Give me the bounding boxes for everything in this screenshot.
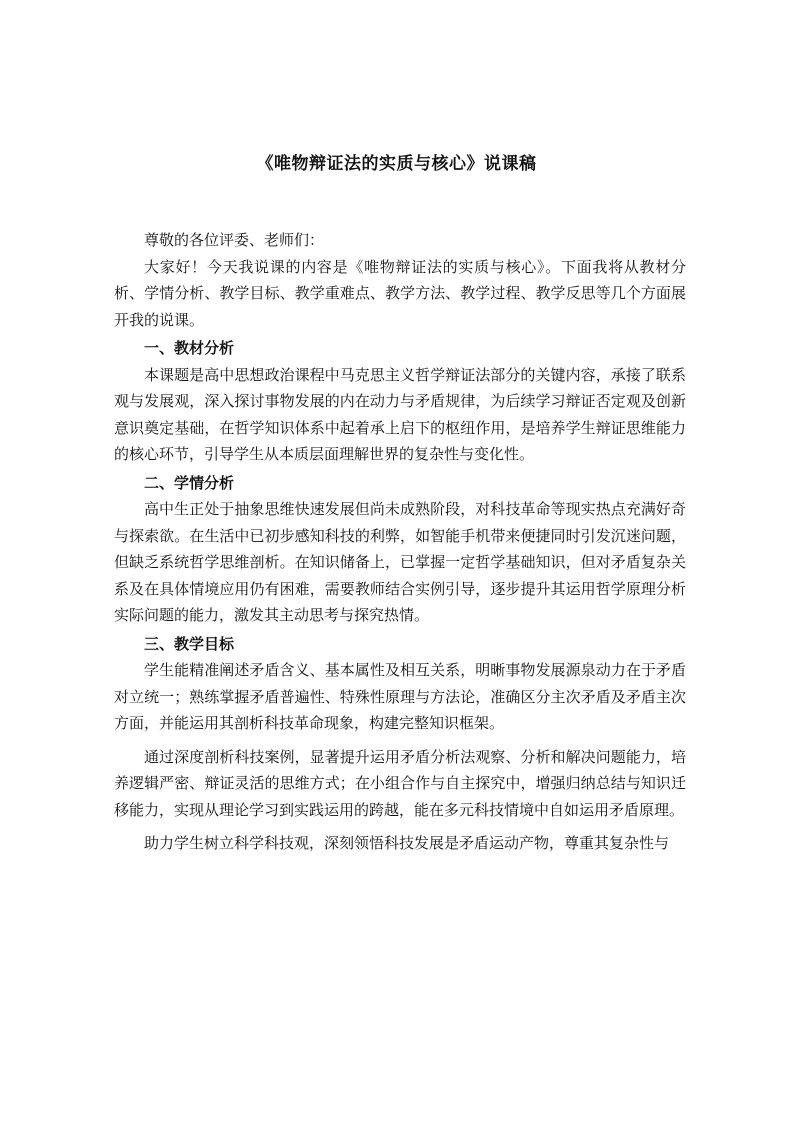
page-title: 《唯物辩证法的实质与核心》说课稿 <box>256 154 537 174</box>
section-heading-textbook-analysis: 一、教材分析 <box>144 339 235 357</box>
section-heading-teaching-objectives: 三、教学目标 <box>144 634 235 653</box>
intro-paragraph: 大家好！今天我说课的内容是《唯物辩证法的实质与核心》。下面我将从教材分析、学情分析、教学目标、教学重难点、教学方法、教学过程、教学反思等几个方面展开我的说课。 <box>114 257 686 329</box>
section-heading-student-analysis: 二、学情分析 <box>144 473 235 492</box>
section-paragraph: 本课题是高中思想政治课程中马克思主义哲学辩证法部分的关键内容，承接了联系观与发展观，深入探讨事物发展的内在动力与矛盾规律，为后续学习辩证否定观及创新意识奠定基础，在哲学知识体系中起着承上启下的枢纽作用，是培养学生辩证思维能力的核心环节，引导学生从本质层面理解世界的复杂性与变化性。 <box>114 365 686 463</box>
section-paragraph: 助力学生树立科学科技观，深刻领悟科技发展是矛盾运动产物，尊重其复杂性与 <box>144 834 670 852</box>
greeting-paragraph: 尊敬的各位评委、老师们： <box>144 231 325 249</box>
section-paragraph: 通过深度剖析科技案例，显著提升运用矛盾分析法观察、分析和解决问题能力，培养逻辑严密、辩证灵活的思维方式；在小组合作与自主探究中，增强归纳总结与知识迁移能力，实现从理论学习到实践运用的跨越，能在多元科技情境中自如运用矛盾原理。 <box>114 747 686 819</box>
section-paragraph: 学生能精准阐述矛盾含义、基本属性及相互关系，明晰事物发展源泉动力在于矛盾对立统一；熟练掌握矛盾普遍性、特殊性原理与方法论，准确区分主次矛盾及矛盾主次方面，并能运用其剖析科技革命现象，构建完整知识框架。 <box>114 661 686 732</box>
section-paragraph: 高中生正处于抽象思维快速发展但尚未成熟阶段，对科技革命等现实热点充满好奇与探索欲。在生活中已初步感知科技的利弊，如智能手机带来便捷同时引发沉迷问题，但缺乏系统哲学思维剖析。在知识储备上，已掌握一定哲学基础知识，但对矛盾复杂关系及在具体情境应用仍有困难，需要教师结合实例引导，逐步提升其运用哲学原理分析实际问题的能力，激发其主动思考与探究热情。 <box>114 500 686 624</box>
document-body <box>114 227 686 857</box>
